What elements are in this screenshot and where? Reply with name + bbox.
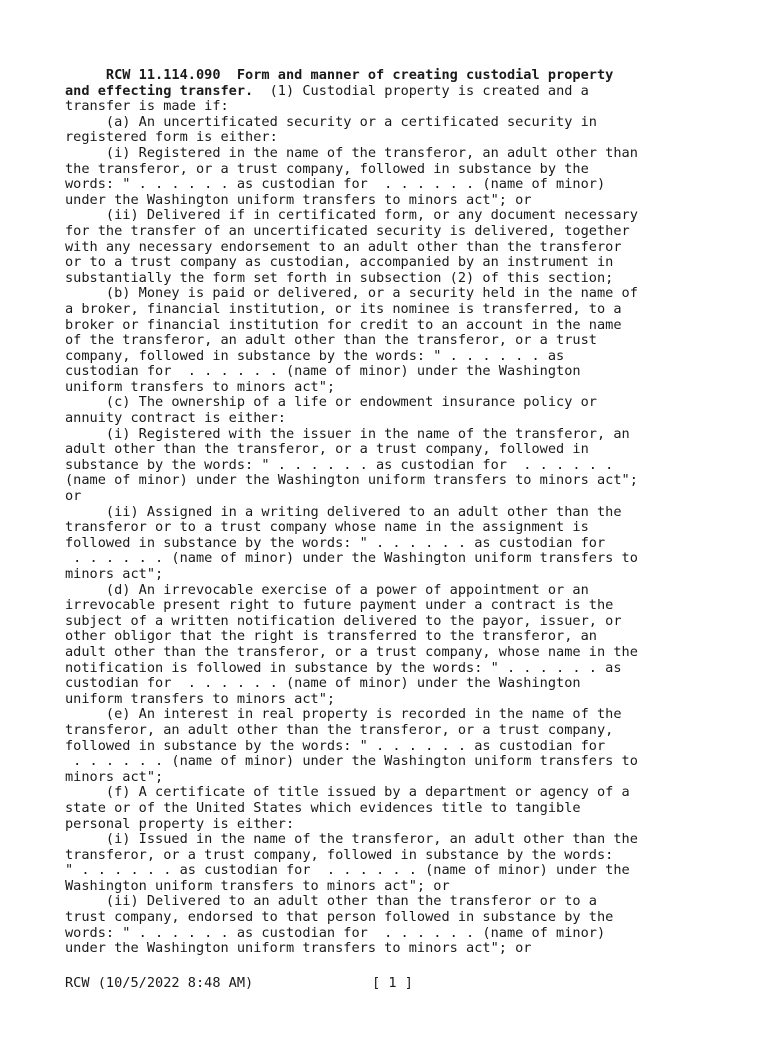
text-line: under the Washington uniform transfers to minors act"; or [65,191,532,208]
page-number: [ 1 ] [372,975,413,991]
text-line: (i) Issued in the name of the transferor, an adult other than the [65,831,638,848]
text-line: or [65,488,82,505]
text-line: . . . . . . (name of minor) under the Washington uniform transfers to [65,550,638,567]
text-line: personal property is either: [65,815,295,832]
text-line: minors act"; [65,768,164,785]
text-line: substance by the words: " . . . . . . as custodian for . . . . . . [65,456,614,473]
text-line: followed in substance by the words: " . . . . . . as custodian for [65,737,606,754]
text-line: or to a trust company as custodian, accompanied by an instrument in [65,254,614,271]
text-line: other obligor that the right is transferred to the transferor, an [65,628,597,645]
text-line: words: " . . . . . . as custodian for . . . . . . (name of minor) [65,176,606,193]
text-line: notification is followed in substance by the words: " . . . . . . as [65,659,622,676]
text-lines [65,99,715,957]
page-footer [65,975,715,991]
heading-line [65,68,715,84]
text-line: uniform transfers to minors act"; [65,690,336,707]
text-line: minors act"; [65,566,164,582]
text-line: adult other than the transferor, or a trust company, whose name in the [65,643,638,660]
text-line: registered form is either: [65,129,278,146]
text-line: transferor, or a trust company, followed in substance by the words: [65,846,614,863]
text-line: the transferor, or a trust company, followed in substance by the [65,160,589,177]
text-line: for the transfer of an uncertificated security is delivered, together [65,222,630,239]
section-heading-cont: and effecting transfer. [65,82,254,99]
text-line: followed in substance by the words: " . . . . . . as custodian for [65,534,606,551]
text-line: . . . . . . (name of minor) under the Washington uniform transfers to [65,753,638,770]
text-line: Washington uniform transfers to minors act"; or [65,877,450,894]
text-line: transfer is made if: [65,98,229,115]
section-heading: RCW 11.114.090 Form and manner of creating custodial property [105,67,614,83]
text-line: (ii) Delivered if in certificated form, or any document necessary [65,207,638,224]
text-line: (i) Registered with the issuer in the name of the transferor, an [65,425,630,442]
text-line: (e) An interest in real property is recorded in the name of the [65,706,622,723]
text-line: (ii) Delivered to an adult other than the transferor or to a [65,893,597,910]
text-line: (b) Money is paid or delivered, or a security held in the name of [65,285,638,302]
text-line: (i) Registered in the name of the transferor, an adult other than [65,144,638,161]
text-line: adult other than the transferor, or a trust company, followed in [65,441,589,458]
text-line: irrevocable present right to future payment under a contract is the [65,597,614,614]
text-line: with any necessary endorsement to an adult other than the transferor [65,238,622,255]
text-line: (a) An uncertificated security or a certificated security in [65,113,597,130]
text-line: broker or financial institution for credit to an account in the name [65,316,622,333]
text-line: state or of the United States which evidences title to tangible [65,799,581,816]
text-line: under the Washington uniform transfers to minors act"; or [65,940,532,957]
text-line: a broker, financial institution, or its nominee is transferred, to a [65,300,622,317]
text-line: uniform transfers to minors act"; [65,378,336,395]
text-line: of the transferor, an adult other than the transferor, or a trust [65,332,597,349]
text-line: custodian for . . . . . . (name of minor) under the Washington [65,363,581,380]
text-line: (d) An irrevocable exercise of a power of appointment or an [65,581,589,598]
footer-timestamp: RCW (10/5/2022 8:48 AM) [65,975,254,991]
text-line: company, followed in substance by the words: " . . . . . . as [65,347,565,364]
text-line: (ii) Assigned in a writing delivered to an adult other than the [65,503,622,520]
statute-text [65,68,715,957]
text-line: (1) Custodial property is created and a [253,82,589,99]
text-line: (f) A certificate of title issued by a department or agency of a [65,784,630,801]
text-line: transferor or to a trust company whose name in the assignment is [65,519,589,536]
text-line: " . . . . . . as custodian for . . . . . . (name of minor) under the [65,862,630,879]
text-line: subject of a written notification delivered to the payor, issuer, or [65,612,622,629]
heading-line-2 [65,84,715,100]
text-line: (c) The ownership of a life or endowment insurance policy or [65,394,597,411]
text-line: custodian for . . . . . . (name of minor) under the Washington [65,675,581,692]
text-line: transferor, an adult other than the transferor, or a trust company, [65,721,614,738]
text-line: substantially the form set forth in subsection (2) of this section; [65,269,614,286]
text-line: trust company, endorsed to that person followed in substance by the [65,909,614,926]
text-line: annuity contract is either: [65,410,286,427]
text-line: words: " . . . . . . as custodian for . . . . . . (name of minor) [65,924,606,941]
text-line: (name of minor) under the Washington uniform transfers to minors act"; [65,472,638,489]
